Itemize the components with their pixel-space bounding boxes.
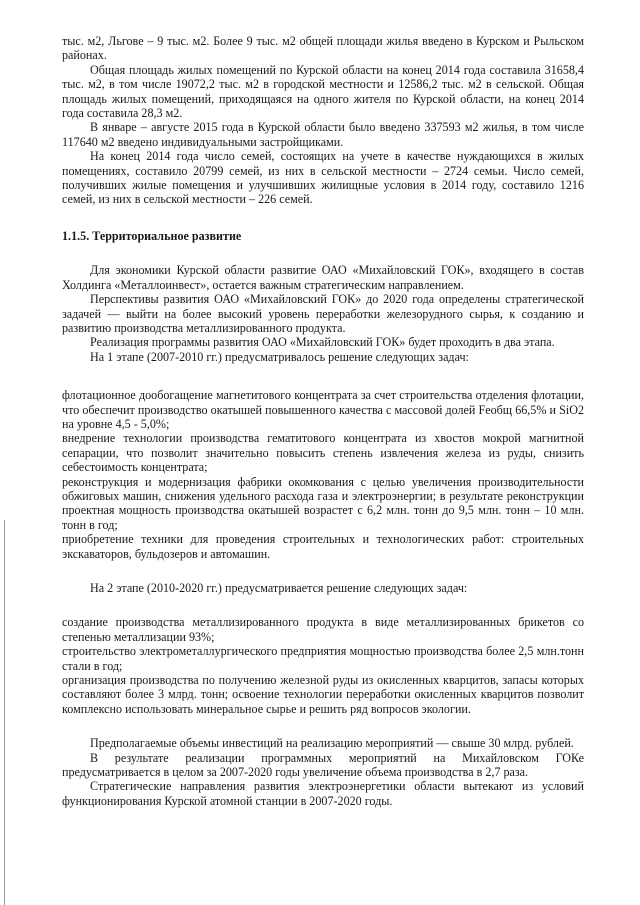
stage2-task-list [62,615,584,716]
intro-paragraph-3: Реализация программы развития ОАО «Михайловский ГОК» будет проходить в два этапа. [90,335,555,350]
housing-paragraph-4: На конец 2014 года число семей, состоящих на учете в качестве нуждающихся в жилых помещениях, составило 20799 семей, из них в сельской местности – 2724 семьи. Число семей, получивших жилые помещения и улучшивших жилищные условия в 2014 году, составило 1216 семей, из них в сельской местности – 226 семей. [62,149,584,207]
housing-paragraph-1: тыс. м2, Льгове – 9 тыс. м2. Более 9 тыс. м2 общей площади жилья введено в Курском и Рыльском районах. [62,34,584,63]
stage1-task: внедрение технологии производства гематитового концентрата из хвостов мокрой магнитной сепарации, что позволит значительно повысить степень извлечения железа из руды, снизить себестоимость концентрата; [62,431,584,475]
closing-paragraph-1: Предполагаемые объемы инвестиций на реализацию мероприятий — свыше 30 млрд. рублей. [90,736,574,751]
stage1-task: флотационное дообогащение магнетитового концентрата за счет строительства отделения флотации, что обеспечит производство окатышей повышенного качества с массовой долей Feобщ 66,5% и SiO2 на уровне 4,5 - 5,0%; [62,388,584,431]
stage2-task: создание производства металлизированного продукта в виде металлизированных брикетов со степенью металлизации 93%; [62,615,584,644]
stage2-task: строительство электрометаллургического предприятия мощностью производства более 2,5 млн.тонн стали в год; [62,644,584,673]
closing-paragraph-2: В результате реализации программных мероприятий на Михайловском ГОКе предусматривается в целом за 2007-2020 годы увеличение объема производства в 2,7 раза. [62,750,584,780]
scan-margin-line [4,520,5,905]
intro-paragraph-4: На 1 этапе (2007-2010 гг.) предусматривалось решение следующих задач: [90,349,469,364]
intro-paragraph-1: Для экономики Курской области развитие ОАО «Михайловский ГОК», входящего в состав Холдинга «Металлоинвест», остается важным стратегическим направлением. [62,263,584,292]
stage2-task: организация производства по получению железной руды из окисленных кварцитов, запасы которых составляют более 3 млрд. тонн; освоение технологии переработки окисленных кварцитов позволит комплексно использовать минеральное сырье и решить ряд вопросов экологии. [62,673,584,716]
section-heading: 1.1.5. Территориальное развитие [62,228,242,243]
housing-paragraph-3: В январе – августе 2015 года в Курской области было введено 337593 м2 жилья, в том числе 117640 м2 введено индивидуальными застройщиками. [62,120,584,149]
stage1-task-list [62,388,584,561]
housing-paragraph-2: Общая площадь жилых помещений по Курской области на конец 2014 года составила 31658,4 тыс. м2, в том числе 19072,2 тыс. м2 в городской местности и 12586,2 тыс. м2 в сельской. Общая площадь жилых помещений, приходящаяся на одного жителя по Курской области, на конец 2014 года составила 28,3 м2. [62,62,584,121]
stage1-task: реконструкция и модернизация фабрики окомкования с целью увеличения производительности обжиговых машин, снижения удельного расхода газа и электроэнергии; в результате реконструкции проектная мощность производства окатышей возрастет с 6,2 млн. тонн до 9,5 млн. тонн – 10 млн. тонн в год; [62,474,584,532]
document-body [62,34,584,808]
closing-paragraph-3: Стратегические направления развития электроэнергетики области вытекают из условий функционирования Курской атомной станции в 2007-2020 годы. [62,779,584,808]
stage1-task: приобретение техники для проведения строительных и технологических работ: строительных экскаваторов, бульдозеров и автомашин. [62,532,584,561]
intro-paragraph-2: Перспективы развития ОАО «Михайловский ГОК» до 2020 года определены стратегической задачей — выйти на более высокий уровень переработки железорудного сырья, к созданию и развитию производства металлизированного продукта. [62,292,584,335]
stage2-intro: На 2 этапе (2010-2020 гг.) предусматривается решение следующих задач: [90,581,468,595]
